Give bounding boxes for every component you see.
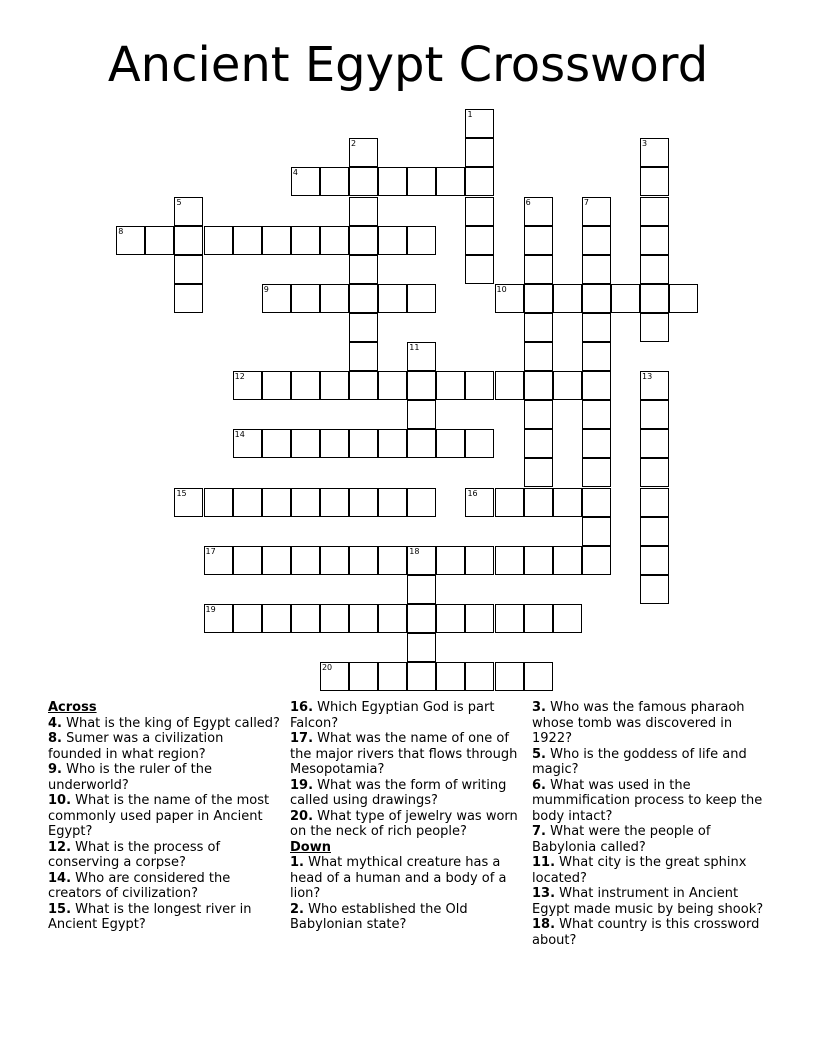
cell-number: 16 (467, 488, 478, 498)
clue-column-2 (290, 700, 522, 933)
cell-number: 14 (234, 430, 245, 440)
cell-number: 17 (205, 546, 216, 556)
across-clue-10: 10. What is the name of the most commonly used paper in Ancient Egypt? (48, 793, 270, 839)
cell-number: 1 (467, 110, 473, 120)
grid-cell[interactable] (582, 255, 611, 284)
grid-cell[interactable] (582, 488, 611, 517)
cell-number: 18 (409, 546, 420, 556)
grid-cell[interactable] (407, 488, 436, 517)
grid-cell[interactable] (378, 604, 407, 633)
grid-cell[interactable] (524, 284, 553, 313)
grid-cell[interactable] (582, 546, 611, 575)
across-clue-19: 19. What was the form of writing called using drawings? (290, 777, 507, 808)
grid-cell[interactable] (349, 662, 378, 691)
grid-cell[interactable] (145, 226, 174, 255)
grid-cell[interactable] (262, 371, 291, 400)
grid-cell[interactable] (524, 429, 553, 458)
grid-cell[interactable] (640, 371, 669, 400)
grid-cell[interactable] (582, 226, 611, 255)
down-clue-18: 18. What country is this crossword about? (532, 917, 760, 948)
grid-cell[interactable] (465, 167, 494, 196)
grid-cell[interactable] (349, 488, 378, 517)
grid-cell[interactable] (640, 517, 669, 546)
grid-cell[interactable] (233, 371, 262, 400)
grid-cell[interactable] (320, 429, 349, 458)
grid-cell[interactable] (407, 575, 436, 604)
down-clue-7: 7. What were the people of Babylonia called? (532, 824, 711, 855)
grid-cell[interactable] (204, 488, 233, 517)
grid-cell[interactable] (349, 226, 378, 255)
cell-number: 15 (176, 488, 187, 498)
cell-number: 11 (409, 343, 420, 353)
grid-cell[interactable] (349, 371, 378, 400)
grid-cell[interactable] (407, 604, 436, 633)
grid-cell[interactable] (174, 197, 203, 226)
grid-cell[interactable] (291, 604, 320, 633)
cell-number: 10 (496, 284, 507, 294)
grid-cell[interactable] (524, 313, 553, 342)
cell-number: 9 (263, 284, 269, 294)
grid-cell[interactable] (349, 313, 378, 342)
grid-cell[interactable] (407, 284, 436, 313)
cell-number: 7 (583, 197, 589, 207)
grid-cell[interactable] (640, 167, 669, 196)
across-clue-12: 12. What is the process of conserving a corpse? (48, 839, 221, 870)
page-title: Ancient Egypt Crossword (107, 37, 709, 93)
grid-cell[interactable] (233, 488, 262, 517)
grid-cell[interactable] (582, 284, 611, 313)
grid-cell[interactable] (640, 226, 669, 255)
grid-cell[interactable] (640, 546, 669, 575)
across-heading: Across (48, 700, 97, 715)
grid-cell[interactable] (320, 226, 349, 255)
grid-cell[interactable] (291, 371, 320, 400)
grid-cell[interactable] (465, 226, 494, 255)
grid-cell[interactable] (640, 255, 669, 284)
grid-cell[interactable] (640, 429, 669, 458)
grid-cell[interactable] (407, 633, 436, 662)
across-clue-14: 14. Who are considered the creators of civilization? (48, 870, 231, 901)
grid-cell[interactable] (204, 604, 233, 633)
grid-cell[interactable] (349, 167, 378, 196)
cell-number: 4 (292, 168, 298, 178)
cell-number: 3 (642, 139, 648, 149)
cell-number: 20 (321, 663, 333, 673)
grid-cell[interactable] (465, 662, 494, 691)
grid-cell[interactable] (407, 342, 436, 371)
grid-cell[interactable] (233, 226, 262, 255)
grid-cell[interactable] (524, 400, 553, 429)
grid-cell[interactable] (291, 546, 320, 575)
grid-cell[interactable] (524, 662, 553, 691)
grid-cell[interactable] (553, 604, 582, 633)
grid-cell[interactable] (378, 546, 407, 575)
down-clue-5: 5. Who is the goddess of life and magic? (532, 746, 747, 777)
grid-cell[interactable] (378, 662, 407, 691)
grid-cell[interactable] (407, 546, 436, 575)
grid-cell[interactable] (116, 226, 145, 255)
grid-cell[interactable] (262, 284, 291, 313)
grid-cell[interactable] (495, 604, 524, 633)
grid-cell[interactable] (349, 604, 378, 633)
grid-cell[interactable] (465, 488, 494, 517)
grid-cell[interactable] (524, 226, 553, 255)
grid-cell[interactable] (524, 488, 553, 517)
grid-cell[interactable] (582, 400, 611, 429)
grid-cell[interactable] (174, 488, 203, 517)
grid-cell[interactable] (291, 226, 320, 255)
grid-cell[interactable] (582, 458, 611, 487)
grid-cell[interactable] (262, 488, 291, 517)
grid-cell[interactable] (204, 546, 233, 575)
grid-cell[interactable] (640, 138, 669, 167)
grid-cell[interactable] (582, 371, 611, 400)
grid-cell[interactable] (640, 313, 669, 342)
grid-cell[interactable] (174, 255, 203, 284)
grid-cell[interactable] (291, 488, 320, 517)
grid-cell[interactable] (378, 371, 407, 400)
grid-cell[interactable] (524, 458, 553, 487)
grid-cell[interactable] (465, 138, 494, 167)
grid-cell[interactable] (553, 546, 582, 575)
grid-cell[interactable] (524, 546, 553, 575)
grid-cell[interactable] (349, 429, 378, 458)
grid-cell[interactable] (407, 226, 436, 255)
grid-cell[interactable] (582, 313, 611, 342)
grid-cell[interactable] (436, 167, 465, 196)
grid-cell[interactable] (553, 371, 582, 400)
grid-cell[interactable] (495, 488, 524, 517)
grid-cell[interactable] (349, 546, 378, 575)
grid-cell[interactable] (262, 546, 291, 575)
grid-cell[interactable] (407, 167, 436, 196)
down-clue-2: 2. Who established the Old Babylonian state? (290, 901, 468, 932)
across-clue-17: 17. What was the name of one of the major rivers that flows through Mesopotamia? (290, 731, 518, 777)
cell-number: 2 (351, 139, 357, 149)
grid-cell[interactable] (640, 575, 669, 604)
grid-cell[interactable] (407, 662, 436, 691)
grid-cell[interactable] (582, 197, 611, 226)
grid-cell[interactable] (465, 109, 494, 138)
grid-cell[interactable] (465, 546, 494, 575)
grid-cell[interactable] (436, 546, 465, 575)
grid-cell[interactable] (436, 371, 465, 400)
across-clue-20: 20. What type of jewelry was worn on the neck of rich people? (290, 808, 518, 839)
grid-cell[interactable] (524, 342, 553, 371)
clue-column-3 (532, 700, 772, 948)
grid-cell[interactable] (495, 546, 524, 575)
cell-number: 13 (642, 372, 653, 382)
grid-cell[interactable] (378, 167, 407, 196)
grid-cell[interactable] (640, 458, 669, 487)
grid-cell[interactable] (320, 167, 349, 196)
grid-cell[interactable] (349, 138, 378, 167)
grid-cell[interactable] (582, 342, 611, 371)
grid-cell[interactable] (465, 255, 494, 284)
cell-number: 8 (118, 226, 124, 236)
grid-cell[interactable] (524, 197, 553, 226)
grid-cell[interactable] (524, 255, 553, 284)
grid-cell[interactable] (640, 197, 669, 226)
grid-cell[interactable] (495, 284, 524, 313)
down-heading: Down (290, 839, 331, 855)
grid-cell[interactable] (349, 342, 378, 371)
grid-cell[interactable] (640, 400, 669, 429)
down-clue-11: 11. What city is the great sphinx located? (532, 855, 747, 886)
grid-cell[interactable] (320, 604, 349, 633)
grid-cell[interactable] (407, 371, 436, 400)
down-clue-13: 13. What instrument in Ancient Egypt made music by being shook? (532, 886, 764, 917)
grid-cell[interactable] (640, 488, 669, 517)
grid-cell[interactable] (320, 284, 349, 313)
across-clue-9: 9. Who is the ruler of the underworld? (48, 762, 212, 793)
grid-cell[interactable] (495, 371, 524, 400)
grid-cell[interactable] (320, 546, 349, 575)
grid-cell[interactable] (320, 371, 349, 400)
grid-cell[interactable] (640, 284, 669, 313)
grid-cell[interactable] (436, 604, 465, 633)
grid-cell[interactable] (524, 604, 553, 633)
grid-cell[interactable] (553, 284, 582, 313)
grid-cell[interactable] (553, 488, 582, 517)
grid-cell[interactable] (465, 604, 494, 633)
grid-cell[interactable] (465, 197, 494, 226)
grid-cell[interactable] (378, 488, 407, 517)
grid-cell[interactable] (320, 662, 349, 691)
grid-cell[interactable] (407, 400, 436, 429)
grid-cell[interactable] (262, 604, 291, 633)
across-clue-15: 15. What is the longest river in Ancient Egypt? (48, 901, 252, 932)
grid-cell[interactable] (611, 284, 640, 313)
across-clue-4: 4. What is the king of Egypt called? (48, 715, 280, 731)
grid-cell[interactable] (349, 255, 378, 284)
grid-cell[interactable] (436, 662, 465, 691)
clue-column-1 (48, 700, 280, 933)
cell-number: 5 (176, 197, 182, 207)
grid-cell[interactable] (174, 284, 203, 313)
grid-cell[interactable] (582, 517, 611, 546)
grid-cell[interactable] (262, 429, 291, 458)
cell-number: 12 (234, 372, 245, 382)
grid-cell[interactable] (349, 284, 378, 313)
grid-cell[interactable] (378, 226, 407, 255)
grid-cell[interactable] (407, 429, 436, 458)
grid-cell[interactable] (291, 284, 320, 313)
grid-cell[interactable] (291, 429, 320, 458)
grid-cell[interactable] (233, 429, 262, 458)
grid-cell[interactable] (320, 488, 349, 517)
grid-cell[interactable] (582, 429, 611, 458)
grid-cell[interactable] (465, 371, 494, 400)
grid-cell[interactable] (378, 284, 407, 313)
grid-cell[interactable] (174, 226, 203, 255)
down-clue-6: 6. What was used in the mummification process to keep the body intact? (532, 777, 763, 824)
grid-cell[interactable] (291, 167, 320, 196)
grid-cell[interactable] (495, 662, 524, 691)
grid-cell[interactable] (204, 226, 233, 255)
across-clue-8: 8. Sumer was a civilization founded in what region? (48, 731, 224, 762)
cell-number: 6 (525, 197, 531, 207)
down-clue-3: 3. Who was the famous pharaoh whose tomb was discovered in 1922? (532, 700, 745, 746)
grid-cell[interactable] (378, 429, 407, 458)
grid-cell[interactable] (233, 604, 262, 633)
grid-cell[interactable] (465, 429, 494, 458)
grid-cell[interactable] (436, 429, 465, 458)
cell-number: 19 (205, 604, 216, 614)
across-clue-16: 16. Which Egyptian God is part Falcon? (290, 700, 495, 731)
down-clue-1: 1. What mythical creature has a head of a human and a body of a lion? (290, 855, 507, 901)
grid-cell[interactable] (349, 197, 378, 226)
grid-cell[interactable] (233, 546, 262, 575)
grid-cell[interactable] (262, 226, 291, 255)
grid-cell[interactable] (669, 284, 698, 313)
grid-cell[interactable] (524, 371, 553, 400)
